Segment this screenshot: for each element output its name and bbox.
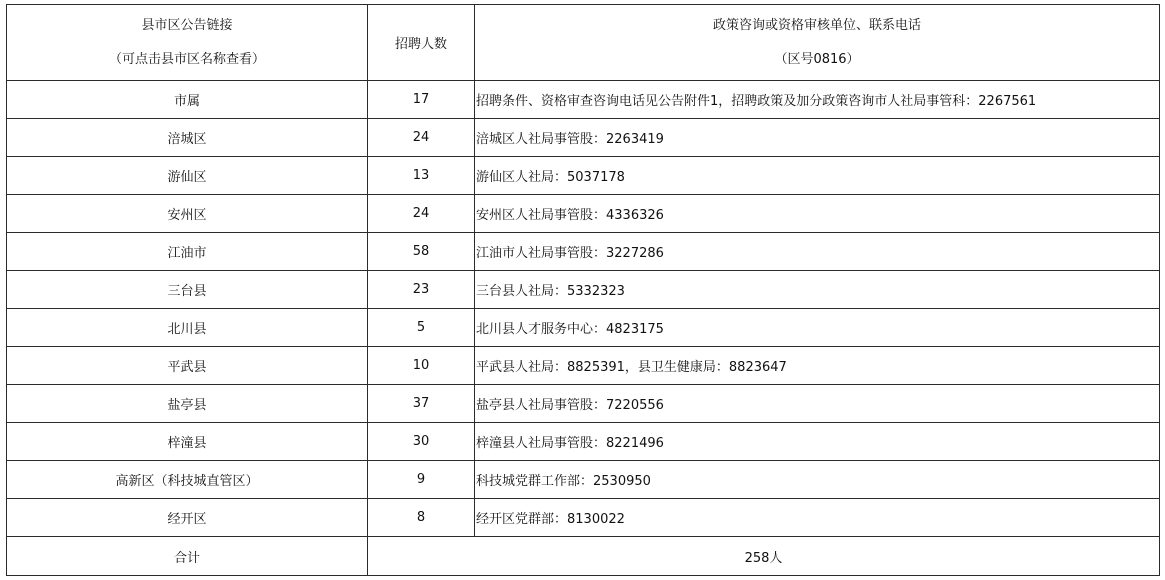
- recruit-count: 37: [368, 385, 475, 423]
- region-link[interactable]: 北川县: [7, 309, 368, 347]
- contact-info: 科技城党群工作部：2530950: [475, 461, 1160, 499]
- table-header-row: [7, 5, 1160, 81]
- header-contact: [475, 5, 1160, 81]
- header-region-line2: （可点击县市区名称查看）: [108, 51, 265, 67]
- total-label: 合计: [7, 537, 368, 576]
- recruit-count: 10: [368, 347, 475, 385]
- region-link[interactable]: 梓潼县: [7, 423, 368, 461]
- region-link[interactable]: 游仙区: [7, 157, 368, 195]
- table-row: [7, 81, 1160, 119]
- contact-info: 招聘条件、资格审查咨询电话见公告附件1，招聘政策及加分政策咨询市人社局事管科：2267561: [475, 81, 1160, 119]
- contact-info: 涪城区人社局事管股：2263419: [475, 119, 1160, 157]
- table-row: [7, 423, 1160, 461]
- table-row: [7, 461, 1160, 499]
- recruit-count: 58: [368, 233, 475, 271]
- contact-info: 安州区人社局事管股：4336326: [475, 195, 1160, 233]
- table-row: [7, 309, 1160, 347]
- table-row: [7, 233, 1160, 271]
- region-link[interactable]: 涪城区: [7, 119, 368, 157]
- recruitment-table: [6, 4, 1160, 576]
- region-link[interactable]: 安州区: [7, 195, 368, 233]
- recruit-count: 24: [368, 119, 475, 157]
- recruit-count: 24: [368, 195, 475, 233]
- region-link[interactable]: 江油市: [7, 233, 368, 271]
- contact-info: 游仙区人社局：5037178: [475, 157, 1160, 195]
- contact-info: 三台县人社局：5332323: [475, 271, 1160, 309]
- table-row: [7, 385, 1160, 423]
- header-count: 招聘人数: [368, 5, 475, 81]
- region-link[interactable]: 高新区（科技城直管区）: [7, 461, 368, 499]
- region-link[interactable]: 盐亭县: [7, 385, 368, 423]
- contact-info: 经开区党群部：8130022: [475, 499, 1160, 537]
- region-link[interactable]: 三台县: [7, 271, 368, 309]
- recruit-count: 13: [368, 157, 475, 195]
- header-region: [7, 5, 368, 81]
- recruit-count: 9: [368, 461, 475, 499]
- region-link[interactable]: 平武县: [7, 347, 368, 385]
- region-link[interactable]: 经开区: [7, 499, 368, 537]
- recruit-count: 8: [368, 499, 475, 537]
- header-contact-line2: （区号0816）: [774, 51, 860, 67]
- table-row: [7, 157, 1160, 195]
- recruit-count: 17: [368, 81, 475, 119]
- recruit-count: 30: [368, 423, 475, 461]
- contact-info: 平武县人社局：8825391，县卫生健康局：8823647: [475, 347, 1160, 385]
- recruit-count: 23: [368, 271, 475, 309]
- header-region-line1: 县市区公告链接: [141, 17, 233, 33]
- contact-info: 江油市人社局事管股：3227286: [475, 233, 1160, 271]
- table-row: [7, 271, 1160, 309]
- header-contact-line1: 政策咨询或资格审核单位、联系电话: [712, 17, 921, 33]
- recruit-count: 5: [368, 309, 475, 347]
- table-row: [7, 347, 1160, 385]
- contact-info: 北川县人才服务中心：4823175: [475, 309, 1160, 347]
- region-link[interactable]: 市属: [7, 81, 368, 119]
- table-row: [7, 119, 1160, 157]
- table-row: [7, 499, 1160, 537]
- total-value: 258人: [368, 537, 1160, 576]
- contact-info: 梓潼县人社局事管股：8221496: [475, 423, 1160, 461]
- total-row: [7, 537, 1160, 576]
- table-row: [7, 195, 1160, 233]
- contact-info: 盐亭县人社局事管股：7220556: [475, 385, 1160, 423]
